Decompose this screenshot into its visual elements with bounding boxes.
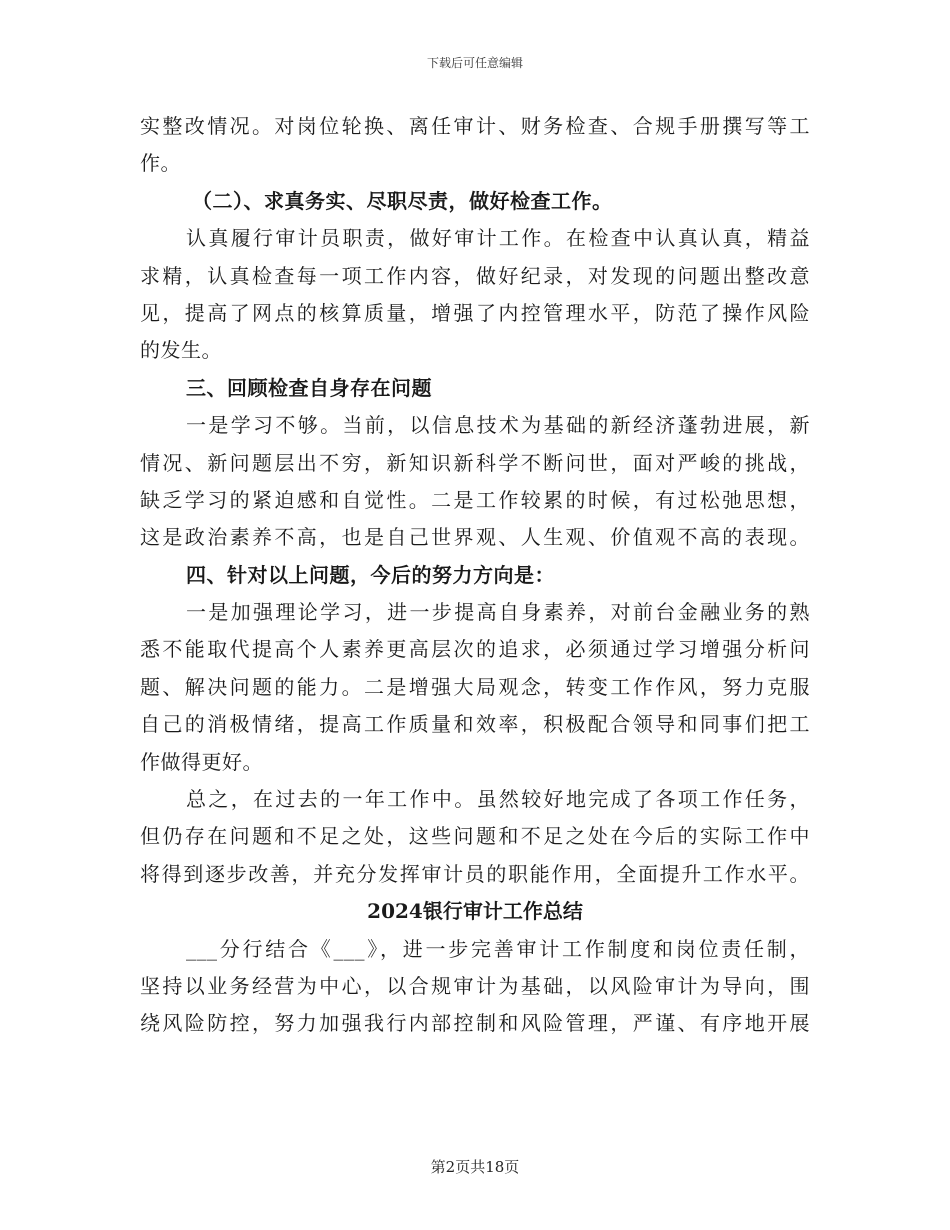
document-body [140,108,810,1043]
text-line: 但仍存在问题和不足之处，这些问题和不足之处在今后的实际工作中 [140,824,810,849]
text-line: 实整改情况。对岗位轮换、离任审计、财务检查、合规手册撰写等工 [140,114,810,138]
text-line: 题、解决问题的能力。二是增强大局观念，转变工作作风，努力克服 [140,674,810,699]
text-line: 求精，认真检查每一项工作内容，做好纪录，对发现的问题出整改意 [140,263,810,288]
text-line: 缺乏学习的紧迫感和自觉性。二是工作较累的时候，有过松弛思想， [140,487,810,512]
section-heading: 三、回顾检查自身存在问题 [186,375,432,400]
text-line: 见，提高了网点的核算质量，增强了内控管理水平，防范了操作风险 [140,300,810,325]
text-line: 作做得更好。 [140,749,263,774]
text-line: 一是加强理论学习，进一步提高自身素养，对前台金融业务的熟 [186,600,810,625]
page-footer: 第2页共18页 [430,1158,520,1176]
text-line: 悉不能取代提高个人素养更高层次的追求，必须通过学习增强分析问 [140,637,810,662]
text-line: 绕风险防控，努力加强我行内部控制和风险管理，严谨、有序地开展 [140,1011,810,1036]
text-line: 将得到逐步改善，并充分发挥审计员的职能作用，全面提升工作水平。 [140,861,810,886]
text-line: 作。 [140,151,181,176]
section-heading: 四、针对以上问题，今后的努力方向是： [186,562,555,587]
text-line: 自己的消极情绪，提高工作质量和效率，积极配合领导和同事们把工 [140,712,810,737]
text-line: 坚持以业务经营为中心，以合规审计为基础，以风险审计为导向，围 [140,973,810,998]
text-line: 情况、新问题层出不穷，新知识新科学不断问世，面对严峻的挑战， [140,450,810,475]
document-title: 2024银行审计工作总结 [367,899,583,924]
text-line: ___分行结合《___》，进一步完善审计工作制度和岗位责任制， [186,936,810,961]
text-line: 总之，在过去的一年工作中。虽然较好地完成了各项工作任务， [186,787,810,812]
section-heading: （二）、求真务实、尽职尽责，做好检查工作。 [192,188,613,213]
text-line: 认真履行审计员职责，做好审计工作。在检查中认真认真，精益 [186,226,810,251]
text-line: 一是学习不够。当前，以信息技术为基础的新经济蓬勃进展，新 [186,413,810,438]
text-line: 这是政治素养不高，也是自己世界观、人生观、价值观不高的表现。 [140,525,810,550]
page-header: 下载后可任意编辑 [426,56,523,70]
text-line: 的发生。 [140,338,222,363]
